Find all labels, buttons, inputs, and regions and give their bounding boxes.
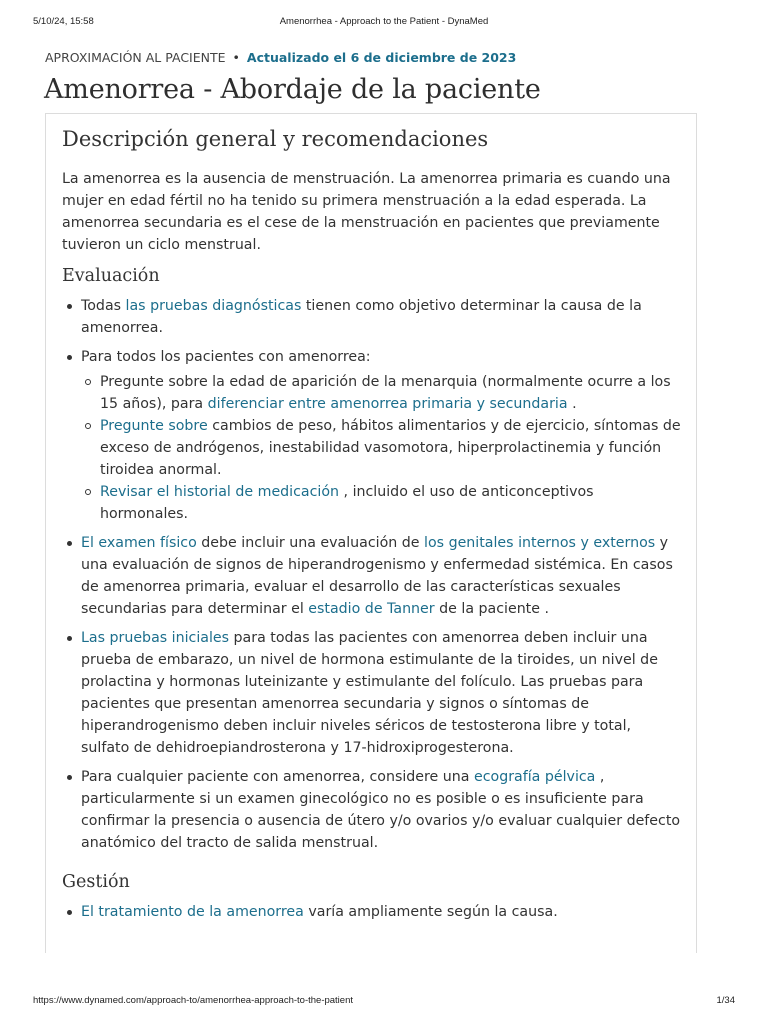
text: , incluido el uso de anticonceptivos hormonales. (100, 484, 594, 522)
text: para todas las pacientes con amenorrea deben incluir una prueba de embarazo, un nivel de hormona estimulante de la tiroides, un nivel de prolactina y hormonas luteinizante y estimulante del folículo. Las pruebas para pacientes que presentan amenorrea secundaria y signos o síntomas de hiperandrogenismo deben incluir niveles séricos de testosterona libre y total, sulfato de dehidroepiandrosterona y 17-hidroxiprogesterona. (81, 630, 658, 756)
management-heading: Gestión (62, 872, 130, 892)
link-pelvic-ultrasound[interactable]: ecografía pélvica (473, 769, 596, 785)
list-item (62, 766, 682, 854)
text: tienen como objetivo determinar la causa de la amenorrea. (81, 298, 642, 336)
sub-list-item (81, 415, 682, 481)
evaluation-list (62, 295, 682, 854)
list-item (62, 627, 682, 759)
link-ask-about[interactable]: Pregunte sobre (100, 418, 208, 434)
list-item (62, 295, 682, 339)
link-medication-history[interactable]: Revisar el historial de medicación (100, 484, 340, 500)
sub-list (81, 371, 682, 525)
text: Para todos los pacientes con amenorrea: (81, 349, 371, 365)
print-datetime: 5/10/24, 15:58 (33, 16, 94, 27)
article-category: APROXIMACIÓN AL PACIENTE (45, 50, 226, 65)
print-url: https://www.dynamed.com/approach-to/amenorrhea-approach-to-the-patient (33, 995, 354, 1006)
link-diagnostic-tests[interactable]: las pruebas diagnósticas (125, 298, 302, 314)
text: debe incluir una evaluación de (196, 535, 425, 551)
updated-date: Actualizado el 6 de diciembre de 2023 (246, 50, 517, 65)
evaluation-heading: Evaluación (62, 266, 160, 286)
list-item (62, 901, 682, 923)
page-title: Amenorrea - Abordaje de la paciente (44, 74, 541, 105)
print-footer (0, 995, 768, 1009)
text: , particularmente si un examen ginecológico no es posible o es insuficiente para confirmar la presencia o ausencia de útero y/o ovarios y/o evaluar cualquier defecto anatómico del tracto de salida menstrual. (81, 769, 681, 851)
meta-separator: • (232, 50, 240, 65)
link-treatment[interactable]: El tratamiento de la amenorrea (81, 904, 304, 920)
link-initial-tests[interactable]: Las pruebas iniciales (81, 630, 230, 646)
management-list (62, 901, 682, 923)
overview-card (45, 113, 697, 953)
print-header (0, 16, 768, 30)
list-item (62, 532, 682, 620)
text: y una evaluación de signos de hiperandrogenismo y enfermedad sistémica. En casos de amenorrea primaria, evaluar el desarrollo de las características sexuales secundarias para determinar el (81, 535, 673, 617)
article-meta (45, 50, 516, 65)
sub-list-item (81, 481, 682, 525)
sub-list-item (81, 371, 682, 415)
list-item (62, 346, 682, 525)
link-physical-exam[interactable]: El examen físico (81, 535, 197, 551)
text: . (567, 396, 577, 412)
print-page-number: 1/34 (716, 995, 735, 1006)
intro-paragraph: La amenorrea es la ausencia de menstruación. La amenorrea primaria es cuando una mujer en edad fértil no ha tenido su primera menstruación a la edad esperada. La amenorrea secundaria es el cese de la menstruación en pacientes que previamente tuvieron un ciclo menstrual. (62, 171, 671, 253)
text: Todas (81, 298, 126, 314)
text: cambios de peso, hábitos alimentarios y de ejercicio, síntomas de exceso de andrógenos, inestabilidad vasomotora, hiperprolactinemia y función tiroidea anormal. (100, 418, 681, 478)
link-differentiate-amenorrhea[interactable]: diferenciar entre amenorrea primaria y secundaria (207, 396, 568, 412)
text: Para cualquier paciente con amenorrea, considere una (81, 769, 474, 785)
text: de la paciente . (434, 601, 549, 617)
link-tanner-stage[interactable]: estadio de Tanner (308, 601, 435, 617)
text: Pregunte sobre la edad de aparición de la menarquia (normalmente ocurre a los 15 años), para (100, 374, 671, 412)
link-genitals[interactable]: los genitales internos y externos (424, 535, 656, 551)
print-doc-title: Amenorrhea - Approach to the Patient - DynaMed (279, 16, 489, 27)
text: varía ampliamente según la causa. (303, 904, 558, 920)
overview-heading: Descripción general y recomendaciones (62, 127, 489, 151)
